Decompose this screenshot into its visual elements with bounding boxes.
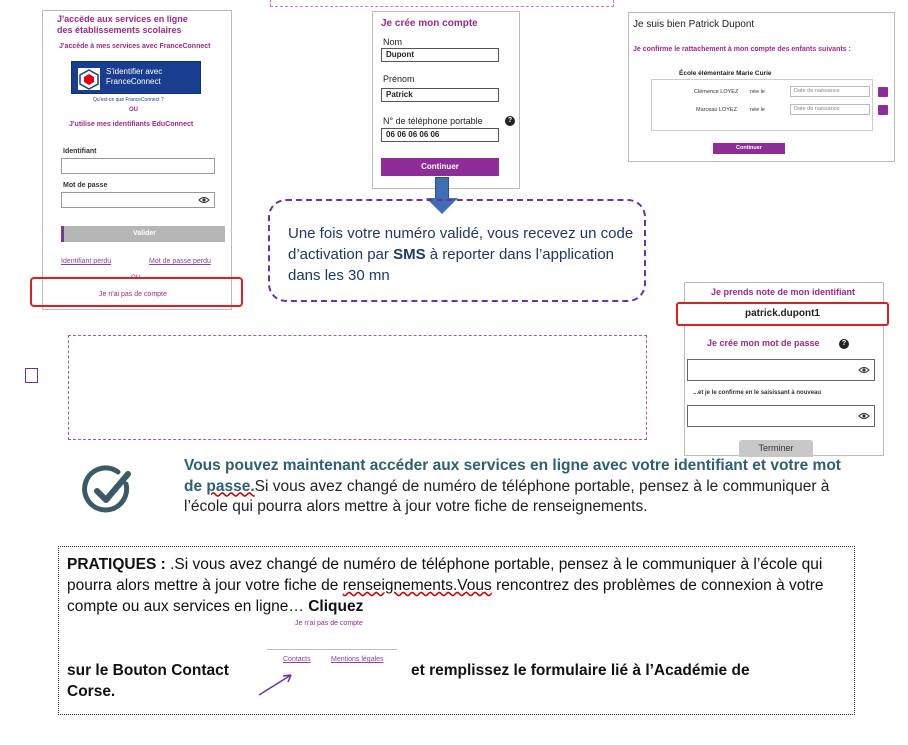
finish-button[interactable]: Terminer: [739, 440, 813, 457]
inset-no-account-text: Je n'ai pas de compte: [295, 620, 363, 627]
success-message: Vous pouvez maintenant accéder aux services en ligne avec votre identifiant et votre mot de passe.Si vous avez changé de numéro de téléphone portable, pensez à le communiquer à l’école qui pourra alors mettre à jour votre fiche de renseignements.: [184, 457, 841, 515]
lastname-label: Nom: [383, 37, 403, 47]
identifier-title: Je prends note de mon identifiant: [711, 287, 856, 297]
birthdate-input[interactable]: Date de naissance: [790, 104, 870, 115]
no-account-link[interactable]: Je n'ai pas de compte: [99, 291, 167, 298]
password-title: Je crée mon mot de passe: [707, 338, 820, 348]
login-title: J'accède aux services en ligne des établissements scolaires: [57, 14, 188, 35]
child-name: Clémence LOYEZ: [694, 89, 739, 95]
child-born-label: née le: [750, 89, 765, 95]
continue-button[interactable]: Continuer: [381, 158, 499, 176]
calendar-icon[interactable]: [878, 87, 888, 97]
identifier-value: patrick.dupont1: [744, 308, 820, 319]
confirm-title: Je suis bien Patrick Dupont: [633, 19, 755, 30]
confirm-password-input[interactable]: [687, 405, 875, 427]
highlight-no-account: [30, 277, 243, 307]
child-born-label: née le: [750, 107, 765, 113]
show-password-eye-icon[interactable]: [858, 366, 870, 376]
confirm-password-label: ...et je le confirme en le saisissant à nouveau: [693, 390, 822, 396]
password-input[interactable]: [61, 192, 215, 208]
educonnect-label: J'utilise mes identifiants EduConnect: [69, 121, 194, 128]
educonnect-login-panel: [42, 10, 232, 310]
validate-button[interactable]: Valider: [61, 226, 225, 242]
franceconnect-label: J'accède à mes services avec FranceConnect: [59, 43, 211, 50]
identifier-highlight: [676, 302, 889, 326]
or-separator: OU: [129, 107, 138, 113]
small-square-icon: [25, 368, 38, 383]
calendar-icon[interactable]: [878, 105, 888, 115]
identifier-input[interactable]: [61, 158, 215, 174]
dashed-frame-top: [270, 0, 614, 7]
help-icon[interactable]: ?: [505, 116, 515, 126]
pratiques-bold-line3: Corse.: [67, 683, 116, 700]
sms-callout: [268, 199, 646, 302]
continue-button[interactable]: Continuer: [713, 143, 785, 154]
sms-callout-text: Une fois votre numéro validé, vous recevez un code d’activation par SMS à reporter dans l’application dans les 30 mn: [288, 225, 634, 284]
forgot-password-link[interactable]: Mot de passe perdu: [149, 258, 211, 265]
create-account-title: Je crée mon compte: [381, 18, 478, 29]
pointer-arrow-icon: [255, 669, 299, 704]
phone-input[interactable]: 06 06 06 06 06: [381, 128, 499, 142]
legal-mentions-link[interactable]: Mentions légales: [331, 656, 384, 663]
new-password-input[interactable]: [687, 359, 875, 381]
franceconnect-help-link[interactable]: Qu'est-ce que FranceConnect ?: [93, 97, 164, 103]
child-name: Marceau LOYEZ: [696, 107, 737, 113]
franceconnect-button-label: S'identifier avec FranceConnect: [106, 67, 163, 86]
birthdate-input[interactable]: Date de naissance: [790, 86, 870, 97]
confirm-subtitle: Je confirme le rattachement à mon compte des enfants suivants :: [633, 46, 851, 53]
pratiques-text: PRATIQUES : .Si vous avez changé de numéro de téléphone portable, pensez à le communiquer à l’école qui pourra alors mettre à jour votre fiche de renseignements.Vous rencontrez des problèmes de connexion à votre compte ou aux services en ligne… Cliquez: [67, 556, 824, 615]
down-arrow-icon: [435, 177, 449, 199]
lastname-input[interactable]: Dupont: [381, 48, 499, 62]
or-separator-2: OU: [131, 275, 140, 281]
inset-divider: [267, 649, 397, 650]
children-list: [651, 79, 873, 131]
firstname-label: Prénom: [383, 74, 415, 84]
contacts-link[interactable]: Contacts: [283, 656, 311, 663]
franceconnect-button[interactable]: [71, 61, 201, 94]
pratiques-bold-line2: et remplissez le formulaire lié à l’Académie de: [411, 662, 750, 679]
phone-label: N° de téléphone portable: [383, 116, 483, 126]
password-label: Mot de passe: [63, 182, 108, 189]
create-account-panel: [372, 11, 520, 189]
confirm-children-panel: [628, 12, 895, 162]
pratiques-box: [58, 546, 855, 715]
show-password-eye-icon[interactable]: [198, 196, 210, 206]
firstname-input[interactable]: Patrick: [381, 88, 499, 102]
franceconnect-logo-icon: [78, 68, 100, 90]
checkmark-circle-icon: [82, 464, 136, 523]
empty-dashed-frame: [68, 335, 647, 440]
forgot-identifier-link[interactable]: Identifiant perdu: [61, 258, 112, 265]
help-icon[interactable]: ?: [839, 339, 849, 349]
identifier-label: Identifiant: [63, 148, 97, 155]
show-password-eye-icon[interactable]: [858, 412, 870, 422]
school-name: École élémentaire Marie Curie: [679, 70, 772, 77]
pratiques-bold-line1: sur le Bouton Contact: [67, 662, 229, 679]
